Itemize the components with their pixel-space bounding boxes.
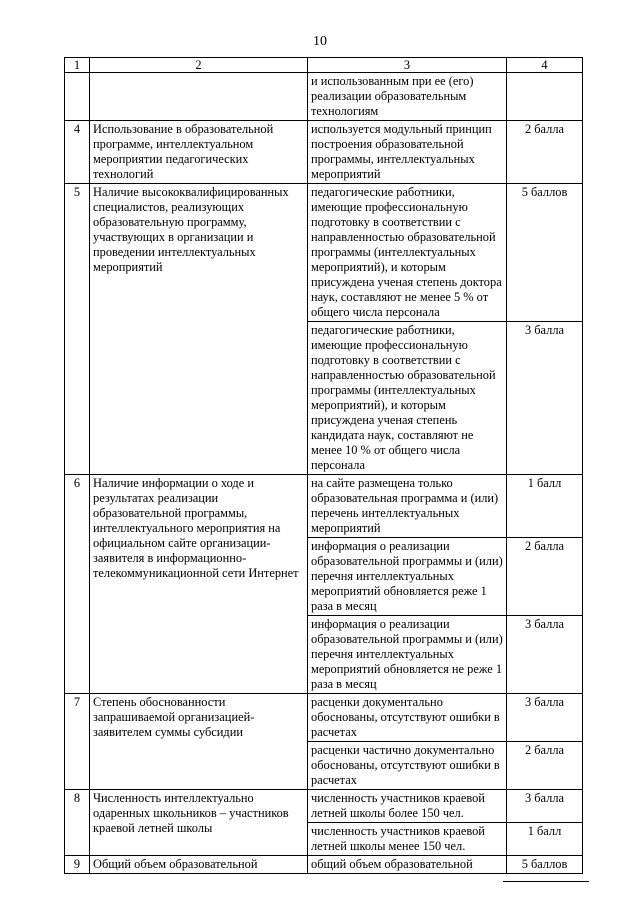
score-cell: 2 балла [507,538,583,616]
criteria-table [64,57,583,874]
condition-cell: используется модульный принцип построения образовательной программы, интеллектуальных мероприятий [308,121,507,184]
criterion-cell: Степень обоснованности запрашиваемой организацией-заявителем суммы субсидии [90,694,308,790]
column-header: 3 [308,58,507,73]
criterion-cell: Наличие информации о ходе и результатах реализации образовательной программы, интеллектуального мероприятия на официальном сайте организации-заявителя в информационно-телекоммуникационной сети Интернет [90,475,308,694]
table-row [65,121,583,184]
row-number: 4 [65,121,90,184]
score-cell: 2 балла [507,121,583,184]
score-cell: 5 баллов [507,184,583,322]
row-number: 7 [65,694,90,790]
page-number: 10 [313,34,327,49]
row-number: 9 [65,856,90,874]
condition-cell: расценки документально обоснованы, отсутствуют ошибки в расчетах [308,694,507,742]
row-number: 5 [65,184,90,475]
score-cell: 3 балла [507,790,583,823]
criterion-cell: Использование в образовательной программе, интеллектуальном мероприятии педагогических технологий [90,121,308,184]
column-header: 1 [65,58,90,73]
criterion-cell: Наличие высококвалифицированных специалистов, реализующих образовательную программу, участвующих в организации и проведении интеллектуальных мероприятий [90,184,308,475]
condition-cell: расценки частично документально обоснованы, отсутствуют ошибки в расчетах [308,742,507,790]
table-row [65,790,583,823]
score-cell: 3 балла [507,694,583,742]
score-cell: 1 балл [507,823,583,856]
row-number: 6 [65,475,90,694]
footer-rule [503,881,589,882]
condition-cell: педагогические работники, имеющие профессиональную подготовку в соответствии с направленностью образовательной программы (интеллектуальных мероприятий), и которым присуждена ученая степень кандидата наук, составляют не менее 10 % от общего числа персонала [308,322,507,475]
condition-cell: информация о реализации образовательной программы и (или) перечня интеллектуальных мероприятий обновляется реже 1 раза в месяц [308,538,507,616]
criterion-cell [90,73,308,121]
condition-cell: и использованным при ее (его) реализации образовательным технологиям [308,73,507,121]
criterion-cell: Численность интеллектуально одаренных школьников – участников краевой летней школы [90,790,308,856]
condition-cell: на сайте размещена только образовательная программа и (или) перечень интеллектуальных мероприятий [308,475,507,538]
score-cell: 5 баллов [507,856,583,874]
score-cell: 3 балла [507,322,583,475]
table-row [65,856,583,874]
column-header: 2 [90,58,308,73]
table-row [65,73,583,121]
score-cell: 3 балла [507,616,583,694]
criterion-cell: Общий объем образовательной [90,856,308,874]
condition-cell: информация о реализации образовательной программы и (или) перечня интеллектуальных мероприятий обновляется не реже 1 раза в месяц [308,616,507,694]
condition-cell: общий объем образовательной [308,856,507,874]
condition-cell: численность участников краевой летней школы более 150 чел. [308,790,507,823]
condition-cell: численность участников краевой летней школы менее 150 чел. [308,823,507,856]
table-row [65,184,583,322]
score-cell: 1 балл [507,475,583,538]
row-number: 8 [65,790,90,856]
column-header: 4 [507,58,583,73]
row-number [65,73,90,121]
score-cell [507,73,583,121]
condition-cell: педагогические работники, имеющие профессиональную подготовку в соответствии с направленностью образовательной программы (интеллектуальных мероприятий), и которым присуждена ученая степень доктора наук, составляют не менее 5 % от общего числа персонала [308,184,507,322]
table-row [65,694,583,742]
table-row [65,475,583,538]
table-header-row [65,58,583,73]
score-cell: 2 балла [507,742,583,790]
